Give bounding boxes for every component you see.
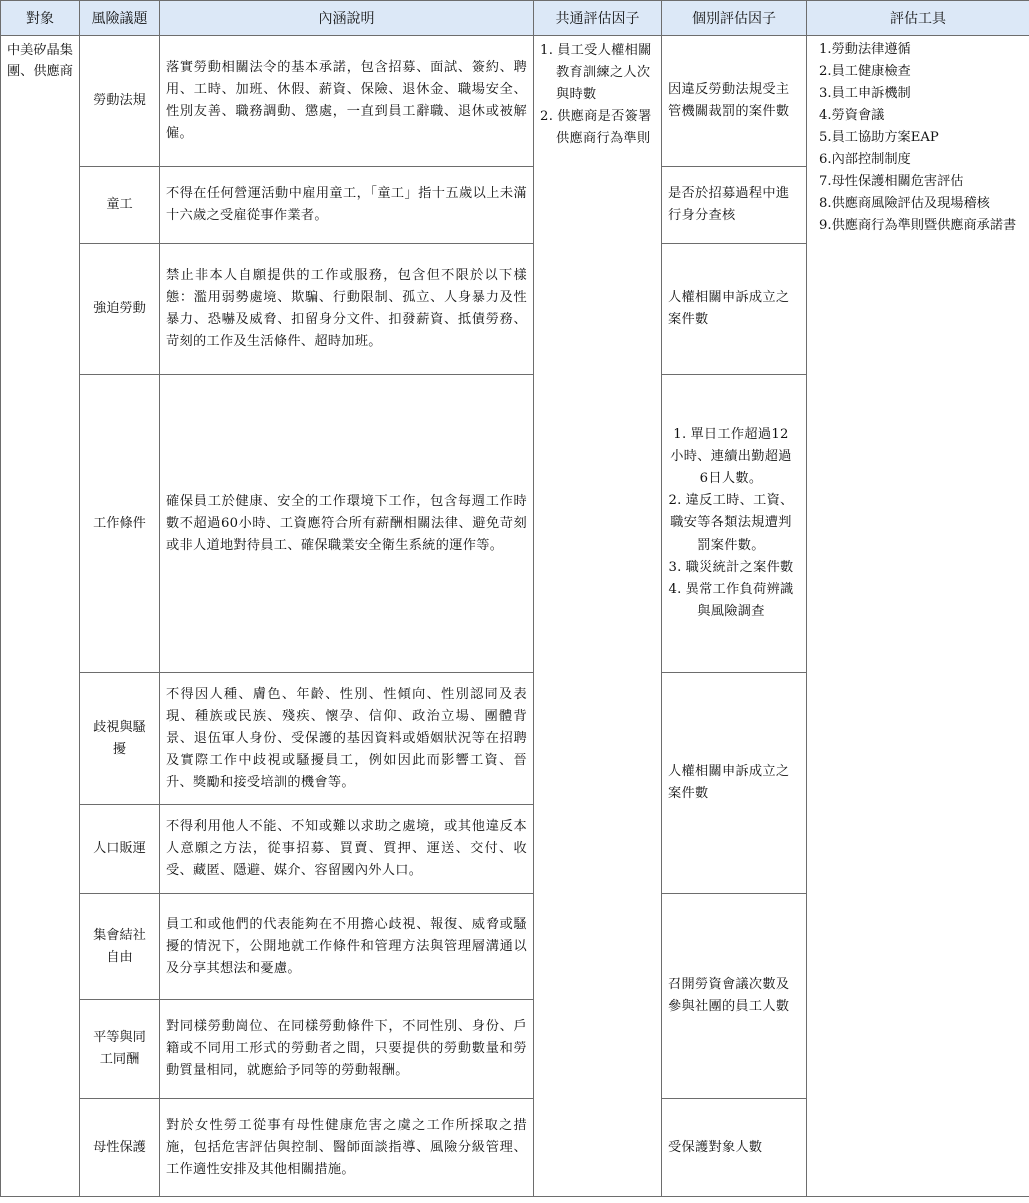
- description-cell: 不得利用他人不能、不知或難以求助之處境，或其他違反本人意願之方法，從事招募、買賣、質押、運送、交付、收受、藏匿、隱避、媒介、容留國內外人口。: [160, 805, 534, 894]
- list-number: 4.: [819, 108, 832, 123]
- description-cell: 不得因人種、膚色、年齡、性別、性傾向、性別認同及表現、種族或民族、殘疾、懷孕、信仰、政治立場、團體背景、退伍軍人身份、受保護的基因資料或婚姻狀況等在招聘及實際工作中歧視或騷擾員工，例如因此而影響工資、晉升、獎勵和接受培訓的機會等。: [160, 673, 534, 805]
- topic-cell: 歧視與騷擾: [80, 673, 160, 805]
- list-text: 員工協助方案EAP: [831, 130, 939, 145]
- list-text: 供應商是否簽署供應商行為準則: [556, 109, 652, 146]
- individual-factor-cell: 受保護對象人數: [662, 1099, 807, 1197]
- topic-cell: 集會結社自由: [80, 894, 160, 1000]
- topic-cell: 人口販運: [80, 805, 160, 894]
- common-factors-cell: [534, 36, 662, 1197]
- list-text: 勞資會議: [831, 108, 885, 123]
- list-number: 4.: [668, 582, 682, 597]
- list-item: [668, 490, 794, 557]
- list-item: [534, 106, 653, 150]
- topic-cell: 童工: [80, 167, 160, 244]
- list-item: [534, 40, 653, 106]
- list-item: [807, 39, 1021, 61]
- tools-list: [807, 39, 1029, 237]
- topic-cell: 工作條件: [80, 375, 160, 673]
- individual-factor-cell: 人權相關申訴成立之案件數: [662, 244, 807, 375]
- description-cell: 員工和或他們的代表能夠在不用擔心歧視、報復、威脅或騷擾的情況下，公開地就工作條件和管理方法與管理層溝通以及分享其想法和憂慮。: [160, 894, 534, 1000]
- list-text: 違反工時、工資、職安等各類法規遭判罰案件數。: [670, 493, 794, 553]
- description-cell: 對同樣勞動崗位、在同樣勞動條件下，不同性別、身份、戶籍或不同用工形式的勞動者之間，只要提供的勞動數量和勞動質量相同，就應給予同等的勞動報酬。: [160, 1000, 534, 1099]
- list-number: 3.: [668, 559, 682, 575]
- list-text: 勞動法律遵循: [831, 42, 911, 57]
- description-cell: 禁止非本人自願提供的工作或服務，包含但不限於以下樣態：濫用弱勢處境、欺騙、行動限制、孤立、人身暴力及性暴力、恐嚇及威脅、扣留身分文件、扣發薪資、抵債勞務、苛刻的工作及生活條件、超時加班。: [160, 244, 534, 375]
- header-description: 內涵說明: [160, 1, 534, 36]
- list-text: 員工申訴機制: [831, 86, 911, 101]
- list-text: 母性保護相關危害評估: [831, 174, 964, 189]
- list-item: [807, 61, 1021, 83]
- list-number: 3.: [819, 86, 832, 101]
- list-number: 9.: [819, 218, 832, 233]
- list-text: 供應商行為準則暨供應商承諾書: [831, 218, 1017, 233]
- list-item: [668, 557, 794, 579]
- header-individual-factors: 個別評估因子: [662, 1, 807, 36]
- list-number: 2.: [668, 493, 682, 509]
- header-tools: 評估工具: [807, 1, 1029, 36]
- list-item: [807, 171, 1021, 193]
- description-cell: 落實勞動相關法令的基本承諾，包含招募、面試、簽約、聘用、工時、加班、休假、薪資、保險、退休金、職場安全、性別友善、職務調動、懲處，一直到員工辭職、退休或被解僱。: [160, 36, 534, 167]
- list-text: 異常工作負荷辨識與風險調查: [685, 582, 794, 620]
- individual-factor-cell: 人權相關申訴成立之案件數: [662, 673, 807, 894]
- common-factors-list: [534, 40, 661, 150]
- list-text: 員工受人權相關教育訓練之人次與時數: [556, 43, 652, 102]
- tools-cell: [807, 36, 1029, 1197]
- list-item: [807, 193, 1021, 215]
- list-text: 單日工作超過12小時、連續出勤超過6日人數。: [670, 426, 792, 486]
- topic-cell: 平等與同工同酬: [80, 1000, 160, 1099]
- list-number: 2.: [819, 64, 832, 79]
- list-number: 7.: [819, 174, 832, 189]
- list-number: 2.: [540, 109, 554, 124]
- list-item: [807, 83, 1021, 105]
- list-number: 5.: [819, 130, 832, 145]
- list-item: [807, 127, 1021, 149]
- list-text: 職災統計之案件數: [685, 559, 794, 575]
- list-number: 1.: [673, 426, 687, 442]
- topic-cell: 母性保護: [80, 1099, 160, 1197]
- table-row: [1, 36, 1029, 167]
- topic-cell: 勞動法規: [80, 36, 160, 167]
- description-cell: 對於女性勞工從事有母性健康危害之虞之工作所採取之措施，包括危害評估與控制、醫師面談指導、風險分級管理、工作適性安排及其他相關措施。: [160, 1099, 534, 1197]
- list-text: 員工健康檢查: [831, 64, 911, 79]
- list-item: [807, 215, 1021, 237]
- object-cell: 中美矽晶集團、供應商: [1, 36, 80, 1197]
- list-text: 內部控制制度: [831, 152, 911, 167]
- list-item: [807, 149, 1021, 171]
- list-text: 供應商風險評估及現場稽核: [831, 196, 990, 211]
- header-topic: 風險議題: [80, 1, 160, 36]
- description-cell: 不得在任何營運活動中雇用童工，「童工」指十五歲以上未滿十六歲之受雇從事作業者。: [160, 167, 534, 244]
- individual-factor-cell: 因違反勞動法規受主管機關裁罰的案件數: [662, 36, 807, 167]
- topic-cell: 強迫勞動: [80, 244, 160, 375]
- individual-factor-cell: 召開勞資會議次數及參與社團的員工人數: [662, 894, 807, 1099]
- work-conditions-factors-list: [668, 424, 800, 624]
- list-item: [668, 424, 794, 491]
- header-row: [1, 1, 1029, 36]
- list-number: 1.: [540, 43, 554, 58]
- header-common-factors: 共通評估因子: [534, 1, 662, 36]
- individual-factor-cell: 是否於招募過程中進行身分查核: [662, 167, 807, 244]
- header-object: 對象: [1, 1, 80, 36]
- individual-factor-cell: [662, 375, 807, 673]
- list-item: [668, 579, 794, 623]
- list-number: 1.: [819, 42, 832, 57]
- list-item: [807, 105, 1021, 127]
- list-number: 6.: [819, 152, 832, 167]
- list-number: 8.: [819, 196, 832, 211]
- description-cell: 確保員工於健康、安全的工作環境下工作，包含每週工作時數不超過60小時、工資應符合所有薪酬相關法律、避免苛刻或非人道地對待員工、確保職業安全衛生系統的運作等。: [160, 375, 534, 673]
